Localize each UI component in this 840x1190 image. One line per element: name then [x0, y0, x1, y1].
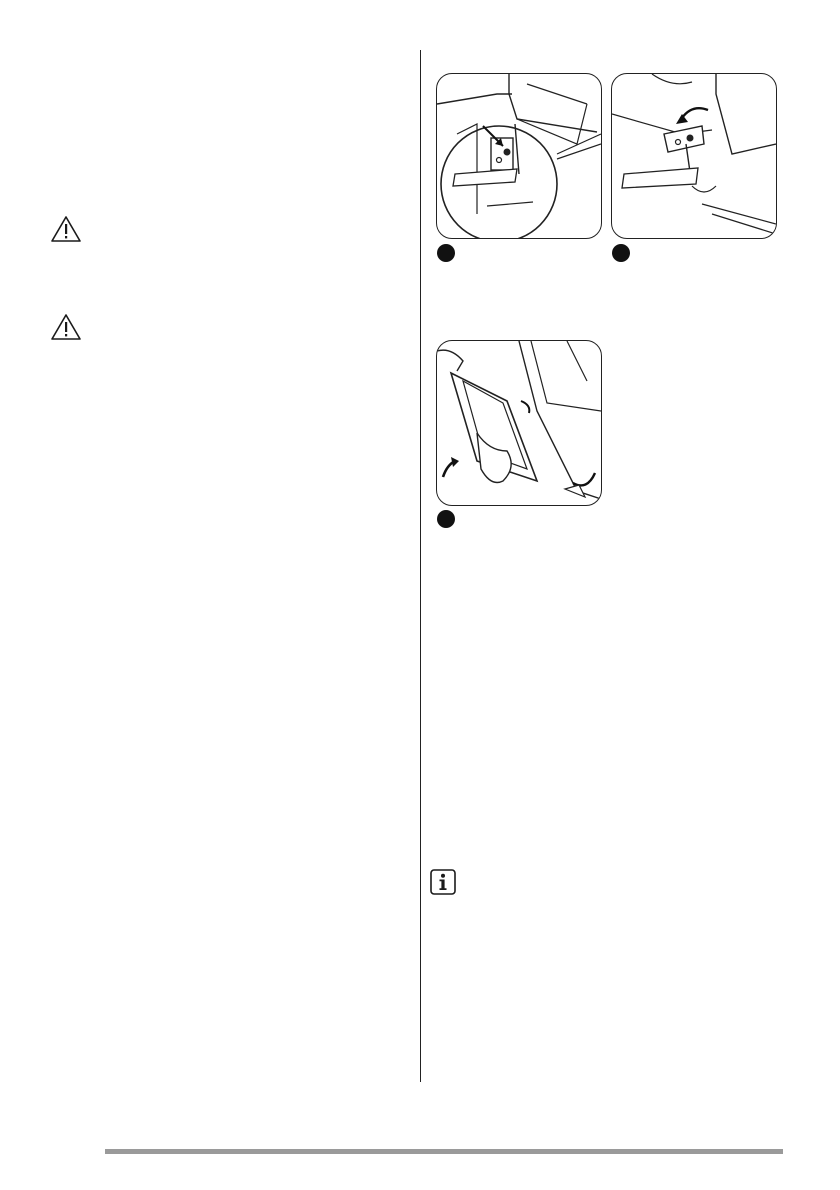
figure-hinge-lever: [436, 73, 602, 239]
hinge-rotated-drawing: [612, 74, 776, 238]
column-divider: [420, 50, 421, 1082]
step-bullet: [612, 244, 630, 262]
step-bullet: [437, 244, 455, 262]
figure-door-removal: [436, 340, 602, 506]
step-bullet: [437, 510, 455, 528]
hinge-lever-drawing: [437, 74, 601, 238]
figure-hinge-lever-rotated: [611, 73, 777, 239]
warning-triangle-icon: [50, 313, 82, 341]
footer-rule: [105, 1149, 783, 1154]
warning-triangle-icon: [50, 215, 82, 243]
info-icon: [430, 869, 456, 895]
door-removal-drawing: [437, 341, 601, 505]
